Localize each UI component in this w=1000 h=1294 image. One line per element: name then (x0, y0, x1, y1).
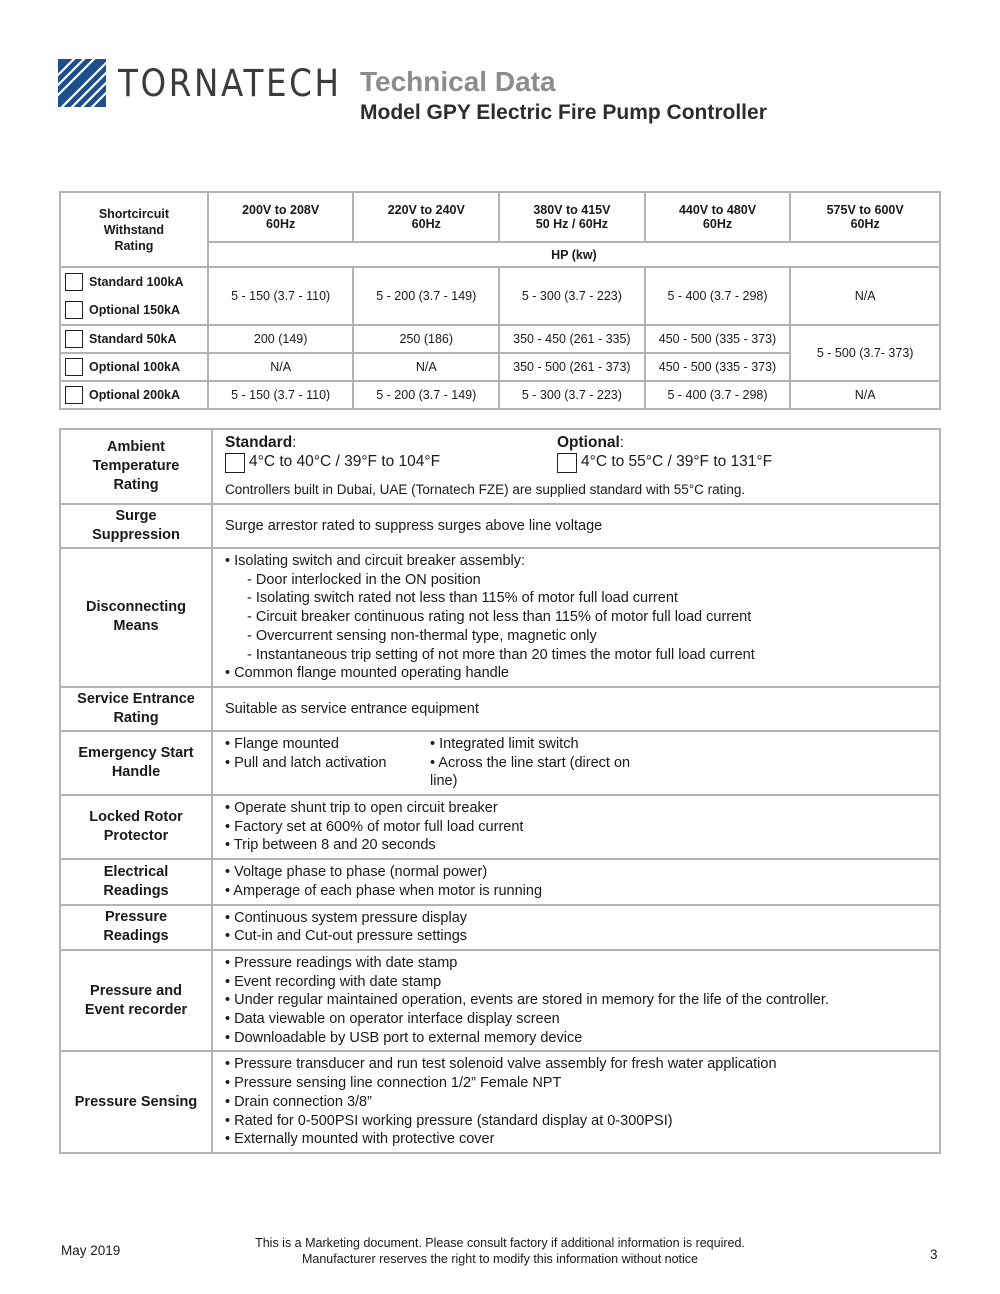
table-cell: N/A (208, 353, 354, 381)
column-header: 575V to 600V 60Hz (790, 192, 940, 242)
checkbox[interactable] (65, 358, 83, 376)
checkbox[interactable] (65, 330, 83, 348)
table-cell: 5 - 400 (3.7 - 298) (645, 381, 791, 409)
table-cell: 5 - 200 (3.7 - 149) (353, 267, 499, 325)
shortcircuit-rating-table (59, 191, 941, 410)
spec-label: Surge Suppression (60, 504, 212, 548)
tornatech-logo-icon (58, 59, 106, 107)
table-cell: 450 - 500 (335 - 373) (645, 325, 791, 353)
specifications-table (59, 428, 941, 1154)
spec-label: Disconnecting Means (60, 548, 212, 687)
table-cell: 5 - 150 (3.7 - 110) (208, 267, 354, 325)
page-title: Technical Data (360, 66, 556, 97)
spec-label: Emergency Start Handle (60, 731, 212, 795)
footer-disclaimer: This is a Marketing document. Please consult factory if additional information is required. Manufacturer reserves the right to modify this information without notice (255, 1236, 745, 1266)
table-cell: N/A (790, 381, 940, 409)
spec-value: • Operate shunt trip to open circuit breaker • Factory set at 600% of motor full load current • Trip between 8 and 20 seconds (212, 795, 940, 859)
checkbox[interactable] (65, 301, 83, 319)
spec-value: • Pressure readings with date stamp • Event recording with date stamp • Under regular maintained operation, events are stored in memory for the life of the controller. • Data viewable on operator interface display screen • Downloadable by USB port to external memory device (212, 950, 940, 1052)
spec-value: • Flange mounted • Integrated limit switch • Pull and latch activation • Across the line start (direct on line) (212, 731, 940, 795)
rating-option-cell: Standard 50kA (60, 325, 208, 353)
table-cell: 5 - 500 (3.7- 373) (790, 325, 940, 381)
spec-value: • Pressure transducer and run test solenoid valve assembly for fresh water application • Pressure sensing line connection 1/2” Female NPT • Drain connection 3/8” • Rated for 0-500PSI working pressure (standard display at 0-300PSI) • Externally mounted with protective cover (212, 1051, 940, 1153)
spec-label: Ambient Temperature Rating (60, 429, 212, 504)
column-header: 200V to 208V 60Hz (208, 192, 354, 242)
column-header: 380V to 415V 50 Hz / 60Hz (499, 192, 645, 242)
table-cell: 5 - 150 (3.7 - 110) (208, 381, 354, 409)
spec-value: • Isolating switch and circuit breaker assembly: - Door interlocked in the ON position - Isolating switch rated not less than 115% of motor full load current - Circuit breaker continuous rating not less than 115% of motor full load current - Overcurrent sensing non-thermal type, magnetic only - Instantaneous trip setting of not more than 20 times the motor full load current • Common flange mounted operating handle (212, 548, 940, 687)
standard-temp-checkbox[interactable] (225, 453, 245, 473)
ambient-values: Standard: 4°C to 40°C / 39°F to 104°F Optional: 4°C to 55°C / 39°F to 131°F Controllers built in Dubai, UAE (Tornatech FZE) are supplied standard with 55°C rating. (212, 429, 940, 504)
table-cell: 5 - 200 (3.7 - 149) (353, 381, 499, 409)
spec-label: Service Entrance Rating (60, 687, 212, 731)
footer-date: May 2019 (61, 1243, 121, 1258)
spec-value: • Continuous system pressure display • Cut-in and Cut-out pressure settings (212, 905, 940, 950)
brand-name: TORNATECH (118, 61, 342, 105)
page-number: 3 (930, 1247, 938, 1262)
table-cell: 200 (149) (208, 325, 354, 353)
rating-option-cell: Optional 200kA (60, 381, 208, 409)
column-header: 220V to 240V 60Hz (353, 192, 499, 242)
spec-value: Surge arrestor rated to suppress surges above line voltage (212, 504, 940, 548)
checkbox[interactable] (65, 273, 83, 291)
table-cell: N/A (790, 267, 940, 325)
rating-corner-header: Shortcircuit Withstand Rating (60, 192, 208, 267)
rating-option-cell: Optional 100kA (60, 353, 208, 381)
spec-value: • Voltage phase to phase (normal power) • Amperage of each phase when motor is running (212, 859, 940, 904)
rating-option-cell: Standard 100kA Optional 150kA (60, 267, 208, 325)
optional-temp-checkbox[interactable] (557, 453, 577, 473)
table-cell: 350 - 500 (261 - 373) (499, 353, 645, 381)
table-cell: 5 - 300 (3.7 - 223) (499, 381, 645, 409)
column-header: 440V to 480V 60Hz (645, 192, 791, 242)
spec-label: Pressure Readings (60, 905, 212, 950)
brand-logo (58, 59, 372, 107)
ambient-note: Controllers built in Dubai, UAE (Tornatech FZE) are supplied standard with 55°C rating. (225, 481, 746, 497)
spec-label: Electrical Readings (60, 859, 212, 904)
spec-label: Pressure and Event recorder (60, 950, 212, 1052)
table-cell: 5 - 300 (3.7 - 223) (499, 267, 645, 325)
table-cell: N/A (353, 353, 499, 381)
spec-label: Locked Rotor Protector (60, 795, 212, 859)
table-cell: 450 - 500 (335 - 373) (645, 353, 791, 381)
page-subtitle: Model GPY Electric Fire Pump Controller (360, 101, 767, 124)
spec-value: Suitable as service entrance equipment (212, 687, 940, 731)
table-cell: 350 - 450 (261 - 335) (499, 325, 645, 353)
table-cell: 250 (186) (353, 325, 499, 353)
hp-kw-header: HP (kw) (208, 242, 940, 267)
table-cell: 5 - 400 (3.7 - 298) (645, 267, 791, 325)
spec-label: Pressure Sensing (60, 1051, 212, 1153)
checkbox[interactable] (65, 386, 83, 404)
